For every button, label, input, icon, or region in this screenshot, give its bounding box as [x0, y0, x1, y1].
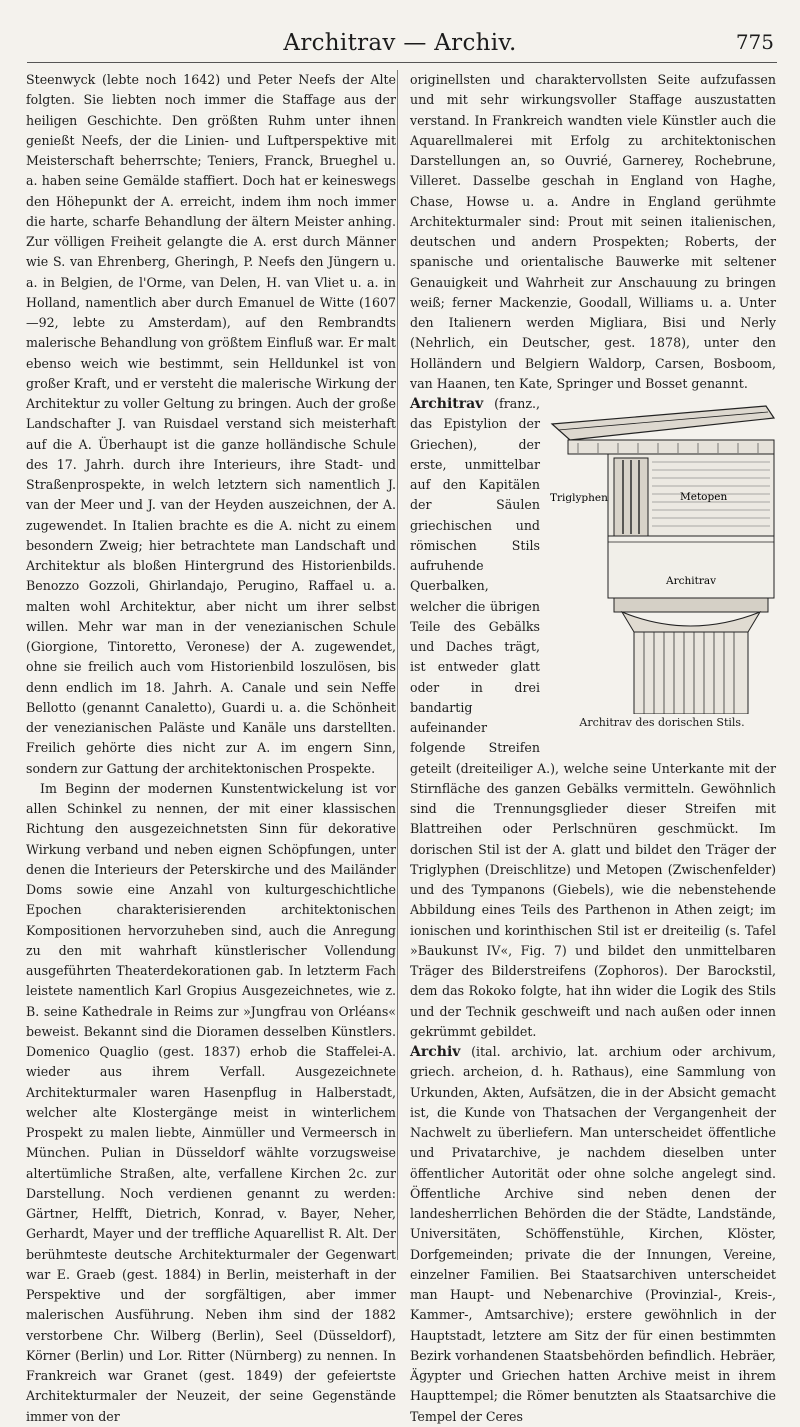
entry-archiv-text: (ital. archivio, lat. archium oder archivum, griech. archeion, d. h. Rathaus), eine Sammlung von Urkunden, Akten, Aufsätzen, die in der Absicht gemacht ist, die Kunde von Thatsachen der Vergangenheit der Nachwelt zu überliefern. Man unterscheidet öffentliche und Privatarchive, je nachdem dieselben unter öffentlicher Autorität oder ohne solche angelegt sind. Öffentliche Archive sind neben denen der landesherrlichen Behörden die der Städte, Landstände, Universitäten, Schöffenstühle, Kirchen, Klöster, Dorfgemeinden; private die der Innungen, Vereine, einzelner Familien. Bei Staatsarchiven unterscheidet man Haupt- und Nebenarchive (Provinzial-, Kreis-, Kammer-, Amtsarchive); erstere gewöhnlich in der Hauptstadt, letztere am Sitz der für einen bestimmten Bezirk vorhandenen Staatsbehörden befindlich. Hebräer, Ägypter und Griechen hatten Archive meist in ihrem Haupttempel; die Römer benutzten als Staatsarchive die Tempel der Ceres: [410, 1044, 776, 1424]
entry-archiv: [410, 1042, 776, 1427]
metopen-label: Metopen: [680, 491, 728, 503]
page-number: 775: [735, 30, 774, 54]
architrav-label: Architrav: [666, 575, 717, 587]
lemma-archiv: Archiv: [410, 1044, 461, 1060]
paragraph-modern-painters: Im Beginn der modernen Kunstentwickelung ist vor allen Schinkel zu nennen, der mit einer klassischen Richtung den ausgezeichnetsten Sinn für dekorative Wirkung verband und neben eignen Schöpfungen, unter denen die Interieurs der Peterskirche und des Mailänder Doms sowie eine Anzahl von kulturgeschichtliche Epochen charakterisierenden architektonischen Kompositionen hervorzuheben sind, auch die Anregung zu den mit wahrhaft künstlerischer Vollendung ausgeführten Theaterdekorationen gab. In letzterm Fach leistete namentlich Karl Gropius Ausgezeichnetes, wie z. B. seine Kathedrale in Reims zur »Jungfrau von Orléans« beweist. Bekannt sind die Dioramen desselben Künstlers. Domenico Quaglio (gest. 1837) erhob die Staffelei-A. wieder aus ihrem Verfall. Ausgezeichnete Architekturmaler waren Hasenpflug in Halberstadt, welcher alte Klostergänge meist in winterlichem Prospekt zu malen liebte, Ainmüller und Vermeersch in München. Pulian in Düsseldorf wählte vorzugsweise altertümliche Straßen, alte, verfallene Kirchen 2c. zur Darstellung. Noch verdienen genannt zu werden: Gärtner, Helfft, Dietrich, Konrad, v. Bayer, Neher, Gerhardt, Mayer und der treffliche Aquarellist R. Alt. Der berühmteste deutsche Architekturmaler der Gegenwart war E. Graeb (gest. 1884) in Berlin, meisterhaft in der Perspektive und der sorgfältigen, aber immer malerischen Ausführung. Neben ihm sind der 1882 verstorbene Chr. Wilberg (Berlin), Seel (Düsseldorf), Körner (Berlin) und Lor. Ritter (Nürnberg) zu nennen. In Frankreich war Granet (gest. 1849) der gefeiertste Architekturmaler der Neuzeit, der seine Gegenstände immer von der: [26, 780, 396, 1424]
header-rule: [27, 62, 777, 63]
paragraph-dutch-painters: Steenwyck (lebte noch 1642) und Peter Neefs der Alte folgten. Sie liebten noch immer die Staffage aus der heiligen Geschichte. Den größten Ruhm unter ihnen genießt Neefs, der die Linien- und Luftperspektive mit Meisterschaft beherrschte; Teniers, Franck, Brueghel u. a. haben seine Gemälde staffiert. Doch hat er keineswegs den Höhepunkt der A. erreicht, indem ihm noch immer die harte, scharfe Behandlung der ältern Meister anhing. Zur völligen Freiheit gelangte die A. erst durch Männer wie S. van Ehrenberg, Gheringh, P. Neefs den Jüngern u. a. in Belgien, de l'Orme, van Delen, H. van Vliet u. a. in Holland, namentlich aber durch Emanuel de Witte (1607—92, lebte zu Amsterdam), auf den Rembrandts malerische Behandlung von größtem Einfluß war. Er malt ebenso weich wie bestimmt, sein Helldunkel ist von großer Kraft, und er versteht die malerische Wirkung der Architektur zu voller Geltung zu bringen. Auch der große Landschafter J. van Ruisdael verstand sich meisterhaft auf die A. Überhaupt ist die ganze holländische Schule des 17. Jahrh. durch ihre Interieurs, ihre Stadt- und Straßenprospekte, in welch letztern sich namentlich J. van der Meer und J. van der Heyden auszeichnen, der A. zugewendet. In Italien brachte es die A. nicht zu einem besondern Zweig; hier betrachtete man Landschaft und Architektur als bloßen Hintergrund des Historienbilds. Benozzo Gozzoli, Ghirlandajo, Perugino, Raffael u. a. malten wohl Architektur, aber nicht um ihrer selbst willen. Mehr war man in der venezianischen Schule (Giorgione, Tintoretto, Veronese) der A. zugewendet, ohne sie freilich auch vom Historienbild loszulösen, bis denn endlich im 18. Jahrh. A. Canale und sein Neffe Bellotto (genannt Canaletto), Guardi u. a. die Schönheit der venezianischen Paläste und Kanäle uns darstellten. Freilich gehörte dies nicht zur A. im engern Sinn, sondern zur Gattung der architektonischen Prospekte.: [26, 72, 396, 776]
doric-order-figure: [548, 396, 776, 738]
doric-entablature-illustration: [548, 396, 776, 714]
triglyphen-label: Triglyphen: [550, 492, 608, 504]
column-separator: [397, 70, 398, 1260]
right-column: [410, 70, 776, 1427]
lemma-architrav: Architrav: [410, 396, 484, 412]
entry-architrav-text: (franz., das Epistylion der Griechen), der erste, unmittelbar auf den Kapitälen der Säulen griechischen und römischen Stils aufruhende Querbalken, welcher die übrigen Teile des Gebälks und Daches trägt, ist entweder glatt oder in drei bandartig aufeinander folgende Streifen geteilt (dreiteiliger A.), welche seine Unterkante mit der Stirnfläche des ganzen Gebälks vermitteln. Gewöhnlich sind die Trennungsglieder dieser Streifen mit Blattreihen oder Perlschnüren geschmückt. Im dorischen Stil ist der A. glatt und bildet den Träger der Triglyphen (Dreischlitze) und Metopen (Zwischenfelder) und des Tympanons (Giebels), wie die nebenstehende Abbildung eines Teils des Parthenon in Athen zeigt; im ionischen und korinthischen Stil ist er dreiteilig (s. Tafel »Baukunst IV«, Fig. 7) und bildet den unmittelbaren Träger des Bilderstreifens (Zophoros). Der Barockstil, dem das Rokoko folgte, hat ihn wider die Logik des Stils und der Technik geschweift und nach außen oder innen gekrümmt gebildet.: [410, 396, 776, 1039]
entry-architrav: [410, 394, 776, 1042]
figure-caption: Architrav des dorischen Stils.: [579, 716, 745, 729]
left-column: [26, 70, 396, 1427]
paragraph-french-english-painters: originellsten und charaktervollsten Seite aufzufassen und mit sehr wirkungsvoller Staffage auszustatten verstand. In Frankreich wandten viele Künstler auch die Aquarellmalerei mit Erfolg zu architektonischen Darstellungen an, so Ouvrié, Garnerey, Rochebrune, Villeret. Dasselbe geschah in England von Haghe, Chase, Howse u. a. Andre in England gerühmte Architekturmaler sind: Prout mit seinen italienischen, deutschen und andern Prospekten; Roberts, der spanische und orientalische Bauwerke mit seltener Genauigkeit und Wahrheit zur Anschauung zu bringen weiß; ferner Mackenzie, Goodall, Williams u. a. Unter den Italienern werden Migliara, Bisi und Nerly (Nehrlich, ein Deutscher, gest. 1878), unter den Holländern und Belgiern Waldorp, Carsen, Bosboom, van Haanen, ten Kate, Springer und Bosset genannt.: [410, 72, 776, 391]
running-head: Architrav — Archiv.: [283, 30, 517, 56]
page-header: [0, 22, 800, 62]
